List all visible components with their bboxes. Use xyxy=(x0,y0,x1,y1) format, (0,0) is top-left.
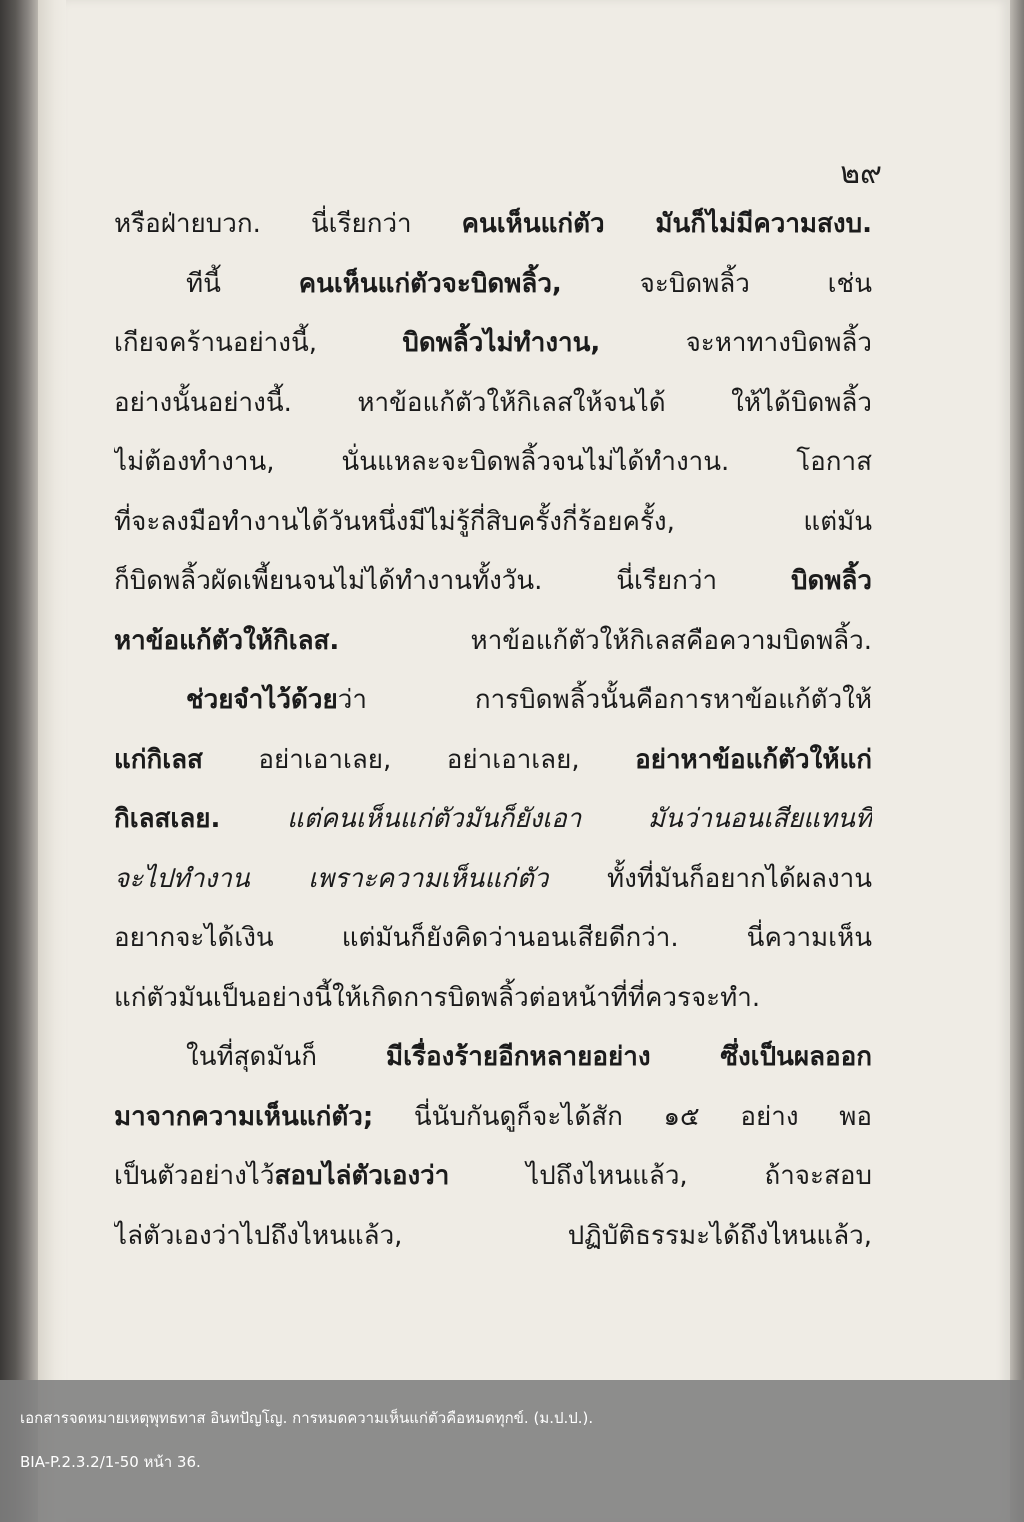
text-line xyxy=(114,731,872,791)
page-gutter xyxy=(38,0,66,1522)
text-line xyxy=(114,493,872,553)
book-spine xyxy=(0,0,38,1522)
text-line xyxy=(114,909,872,969)
body-text xyxy=(114,195,872,1266)
text-segment: เกียจคร้านอย่างนี้, xyxy=(114,328,403,358)
text-segment: คนเห็นแก่ตัว มันก็ไม่มีความสงบ. xyxy=(461,209,872,239)
text-segment: ทั้งที่มันก็อยากได้ผลงาน xyxy=(548,863,872,894)
page-right-edge xyxy=(1010,0,1024,1522)
text-line xyxy=(114,969,872,1029)
text-segment: จะไปทำงาน เพราะความเห็นแก่ตัว xyxy=(114,863,549,894)
text-line xyxy=(114,195,872,255)
caption-citation: เอกสารจดหมายเหตุพุทธทาส อินทปัญโญ. การหมดความเห็นแก่ตัวคือหมดทุกข์. (ม.ป.ป.). xyxy=(20,1409,594,1427)
text-segment: คนเห็นแก่ตัวจะบิดพลิ้ว, xyxy=(298,268,562,299)
text-line xyxy=(114,374,872,434)
text-segment: ที่จะลงมือทำงานได้วันหนึ่งมีไม่รู้กี่สิบครั้งกี่ร้อยครั้ง, แต่มัน xyxy=(114,506,872,537)
text-segment: อย่าเอาเลย, อย่าเอาเลย, xyxy=(202,744,636,775)
text-segment: อย่างนั้นอย่างนี้. หาข้อแก้ตัวให้กิเลสให้จนได้ ให้ได้บิดพลิ้ว xyxy=(114,387,872,418)
text-segment: กิเลสเลย. xyxy=(114,804,221,834)
text-line xyxy=(114,1147,872,1207)
archive-caption xyxy=(0,1380,1024,1522)
text-segment: หาข้อแก้ตัวให้กิเลส. xyxy=(114,625,340,656)
text-segment: มาจากความเห็นแก่ตัว; xyxy=(114,1101,374,1132)
text-segment: ไม่ต้องทำงาน, นั่นแหละจะบิดพลิ้วจนไม่ได้ทำงาน. โอกาส xyxy=(114,447,872,477)
text-segment: บิดพลิ้ว xyxy=(790,566,872,596)
text-segment: ไล่ตัวเองว่าไปถึงไหนแล้ว, ปฏิบัติธรรมะได้ถึงไหนแล้ว, xyxy=(114,1220,872,1251)
text-segment: ว่า การบิดพลิ้วนั้นคือการหาข้อแก้ตัวให้ xyxy=(337,685,872,715)
text-line xyxy=(114,671,872,731)
text-line xyxy=(114,1028,872,1088)
text-segment: อยากจะได้เงิน แต่มันก็ยังคิดว่านอนเสียดีกว่า. นี่ความเห็น xyxy=(114,923,872,953)
text-line xyxy=(114,314,872,374)
text-line xyxy=(114,850,872,910)
text-segment: ไปถึงไหนแล้ว, ถ้าจะสอบ xyxy=(449,1161,872,1191)
text-segment: นี่นับกันดูก็จะได้สัก ๑๕ อย่าง พอ xyxy=(373,1101,872,1132)
text-segment: อย่าหาข้อแก้ตัวให้แก่ xyxy=(635,744,872,775)
text-line xyxy=(114,552,872,612)
text-segment: สอบไล่ตัวเองว่า xyxy=(274,1161,450,1191)
text-line xyxy=(114,612,872,672)
text-segment: ในที่สุดมันก็ xyxy=(186,1042,387,1072)
text-segment: เป็นตัวอย่างไว้ xyxy=(114,1161,275,1191)
text-line xyxy=(114,1207,872,1267)
text-segment: แก่กิเลส xyxy=(114,744,203,775)
caption-reference: BIA-P.2.3.2/1-50 หน้า 36. xyxy=(20,1453,201,1471)
text-segment: ช่วยจำไว้ด้วย xyxy=(186,685,338,715)
text-segment: ก็บิดพลิ้วผัดเพี้ยนจนไม่ได้ทำงานทั้งวัน. นี่เรียกว่า xyxy=(114,566,791,596)
text-segment: มีเรื่องร้ายอีกหลายอย่าง ซึ่งเป็นผลออก xyxy=(386,1042,872,1072)
text-line xyxy=(114,255,872,315)
text-segment: แก่ตัวมันเป็นอย่างนี้ให้เกิดการบิดพลิ้วต่อหน้าที่ที่ควรจะทำ. xyxy=(114,982,761,1013)
text-line xyxy=(114,433,872,493)
text-segment: หาข้อแก้ตัวให้กิเลสคือความบิดพลิ้ว. xyxy=(339,625,872,656)
text-line xyxy=(114,1088,872,1148)
text-segment: ทีนี้ xyxy=(186,268,299,299)
text-segment: แต่คนเห็นแก่ตัวมันก็ยังเอา มันว่านอนเสียแทนที่ xyxy=(220,804,872,834)
text-segment: หรือฝ่ายบวก. นี่เรียกว่า xyxy=(114,209,462,239)
text-segment: จะหาทางบิดพลิ้ว xyxy=(600,328,872,358)
text-segment: บิดพลิ้วไม่ทำงาน, xyxy=(402,328,601,358)
page-number: ๒๙ xyxy=(840,156,882,191)
text-line xyxy=(114,790,872,850)
text-segment: จะบิดพลิ้ว เช่น xyxy=(561,268,872,299)
